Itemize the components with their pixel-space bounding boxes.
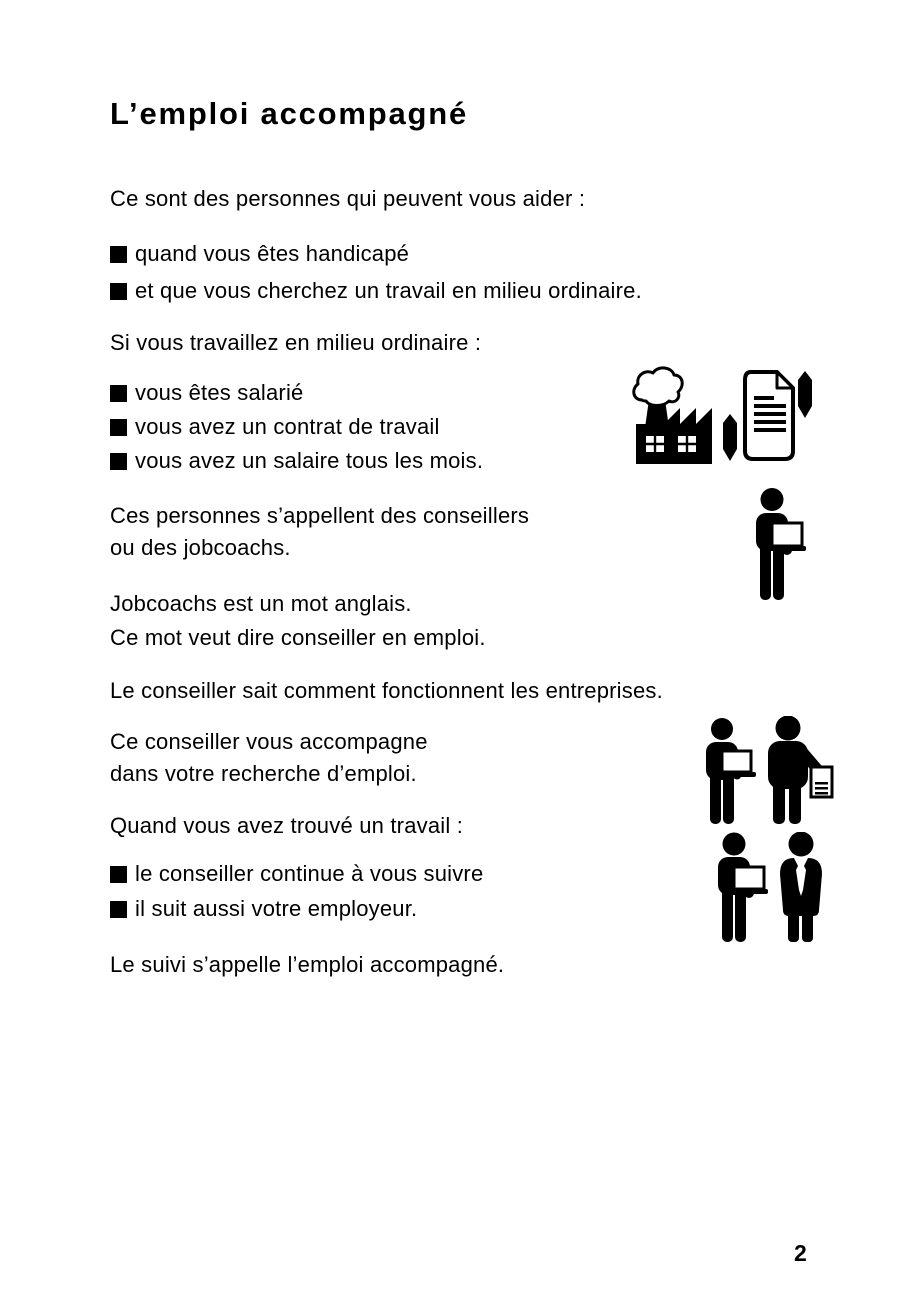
bullet-list-ordinary (110, 376, 483, 478)
bullet-text: vous êtes salarié (135, 380, 304, 405)
bullet-list-follow (110, 856, 483, 926)
counselor-and-jobseeker-with-document-icon (696, 716, 834, 826)
bullet-list-intro (110, 235, 642, 309)
bullet-item (110, 444, 483, 478)
paragraph-intro: Ce sont des personnes qui peuvent vous aider : (110, 186, 586, 211)
paragraph-found-work: Quand vous avez trouvé un travail : (110, 813, 464, 838)
paragraph-knowledge: Le conseiller sait comment fonctionnent les entreprises. (110, 678, 663, 703)
black-square-bullet-icon (110, 901, 127, 918)
black-square-bullet-icon (110, 385, 127, 402)
black-square-bullet-icon (110, 246, 127, 263)
paragraph-counselors (110, 500, 529, 564)
bullet-item (110, 410, 483, 444)
paragraph-line: dans votre recherche d’emploi. (110, 761, 417, 786)
black-square-bullet-icon (110, 866, 127, 883)
paragraph-line: Ce mot veut dire conseiller en emploi. (110, 625, 486, 650)
paragraph-ordinary-intro: Si vous travaillez en milieu ordinaire : (110, 330, 482, 355)
paragraph-line: ou des jobcoachs. (110, 535, 291, 560)
page-title: L’emploi accompagné (110, 96, 469, 131)
paragraph-line: Ce conseiller vous accompagne (110, 729, 428, 754)
bullet-text: le conseiller continue à vous suivre (135, 861, 484, 886)
bullet-item (110, 891, 483, 926)
black-square-bullet-icon (110, 283, 127, 300)
bullet-text: vous avez un contrat de travail (135, 414, 440, 439)
paragraph-line: Ces personnes s’appellent des conseillers (110, 503, 530, 528)
person-holding-laptop-icon (748, 488, 810, 604)
counselor-and-employer-with-tie-icon (710, 832, 834, 944)
page-number: 2 (794, 1240, 807, 1266)
bullet-item (110, 235, 642, 272)
bullet-item (110, 856, 483, 891)
bullet-text: et que vous cherchez un travail en milieu ordinaire. (135, 278, 642, 303)
bullet-item (110, 376, 483, 410)
paragraph-line: Jobcoachs est un mot anglais. (110, 591, 412, 616)
paragraph-accompany (110, 726, 428, 790)
bullet-text: vous avez un salaire tous les mois. (135, 448, 484, 473)
factory-with-smoke-icon (628, 366, 718, 468)
black-square-bullet-icon (110, 453, 127, 470)
bullet-item (110, 272, 642, 309)
paragraph-jobcoach (110, 587, 486, 655)
bullet-text: il suit aussi votre employeur. (135, 896, 418, 921)
bullet-text: quand vous êtes handicapé (135, 241, 410, 266)
paragraph-conclusion: Le suivi s’appelle l’emploi accompagné. (110, 952, 505, 977)
black-square-bullet-icon (110, 419, 127, 436)
contract-document-with-pens-icon (716, 368, 816, 464)
